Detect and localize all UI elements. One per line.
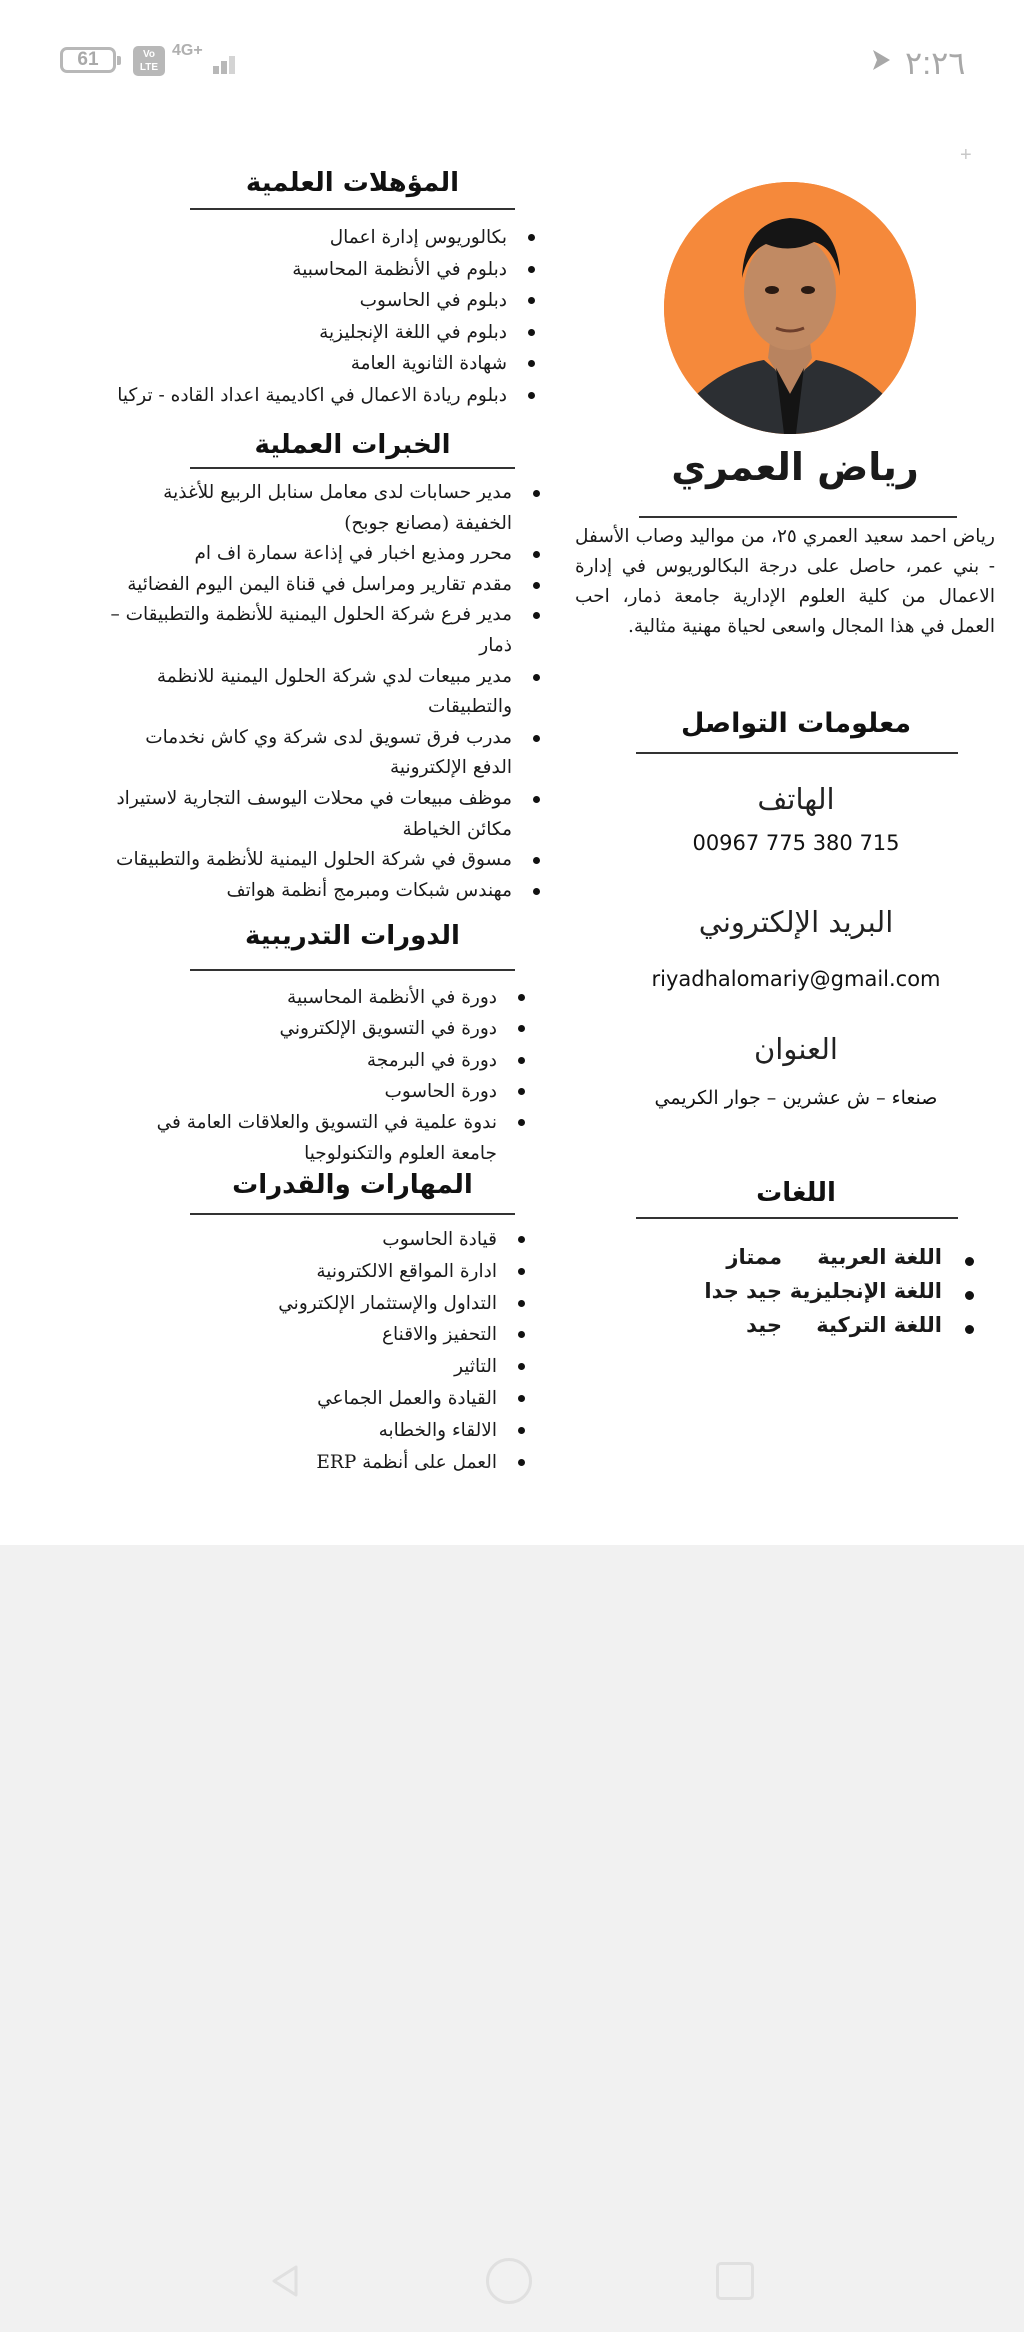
courses-divider (190, 969, 515, 971)
clock: ٢:٢٦ (905, 45, 966, 81)
play-icon (869, 48, 893, 72)
experience-item: مدير حسابات لدى معامل سنابل الربيع للأغذية الخفيفة (مصانع جوبح) (110, 478, 540, 539)
bullet-icon (965, 1291, 974, 1300)
language-name: اللغة التركية (816, 1313, 942, 1337)
language-level: جيد جدا (704, 1279, 782, 1303)
address-label: العنوان (754, 1032, 838, 1066)
skills-title: المهارات والقدرات (232, 1170, 473, 1200)
courses-title: الدورات التدريبية (245, 921, 460, 951)
volte-icon: Vo LTE (133, 46, 165, 76)
experience-title: الخبرات العملية (254, 430, 451, 460)
languages-divider (636, 1217, 958, 1219)
qualifications-divider (190, 208, 515, 210)
bullet-icon (965, 1257, 974, 1266)
skills-list (155, 1224, 525, 1478)
address-value: صنعاء – ش عشرين – جوار الكريمي (654, 1087, 938, 1109)
experience-item: محرر ومذيع اخبار في إذاعة سمارة اف ام (110, 539, 540, 570)
qualifications-title: المؤهلات العلمية (245, 168, 460, 198)
course-item: دورة الحاسوب (155, 1076, 525, 1107)
skill-item: التحفيز والاقناع (155, 1319, 525, 1351)
course-item: ندوة علمية في التسويق والعلاقات العامة في جامعة العلوم والتكنولوجيا (155, 1107, 525, 1170)
resume-page[interactable] (0, 120, 1024, 1545)
languages-title: اللغات (756, 1178, 836, 1208)
network-type: 4G+ (172, 42, 203, 59)
language-level: جيد (746, 1313, 782, 1337)
experience-list (110, 478, 540, 906)
recent-apps-icon[interactable] (716, 2262, 754, 2300)
course-item: دورة في البرمجة (155, 1045, 525, 1076)
person-portrait (664, 182, 916, 434)
skill-item: التداول والإستثمار الإلكتروني (155, 1288, 525, 1320)
courses-list (155, 982, 525, 1170)
battery-icon (60, 47, 116, 73)
course-item: دورة في التسويق الإلكتروني (155, 1013, 525, 1044)
full-name: رياض العمري (671, 445, 919, 489)
home-icon[interactable] (486, 2258, 532, 2304)
language-name: اللغة العربية (817, 1245, 942, 1269)
contact-title: معلومات التواصل (680, 708, 912, 739)
qualification-item: شهادة الثانوية العامة (105, 348, 535, 380)
qualification-item: دبلوم ريادة الاعمال في اكاديمية اعداد القاده - تركيا (105, 380, 535, 412)
language-name: اللغة الإنجليزية (789, 1279, 942, 1303)
bullet-icon (965, 1325, 974, 1334)
language-row (660, 1313, 980, 1347)
skill-item: ادارة المواقع الالكترونية (155, 1256, 525, 1288)
experience-item: مدرب فرق تسويق لدى شركة وي كاش نخدمات الدفع الإلكترونية (110, 723, 540, 784)
skill-item: الالقاء والخطابه (155, 1415, 525, 1447)
language-row (660, 1245, 980, 1279)
experience-item: مدير فرع شركة الحلول اليمنية للأنظمة والتطبيقات – ذمار (110, 600, 540, 661)
language-level: ممتاز (726, 1245, 782, 1269)
battery-level: 61 (77, 49, 99, 70)
profile-photo (664, 182, 916, 434)
experience-divider (190, 467, 515, 469)
contact-divider (636, 752, 958, 754)
bio-paragraph: رياض احمد سعيد العمري ٢٥، من مواليد وصاب الأسفل - بني عمر، حاصل على درجة البكالوريوس في إدارة الاعمال من كلية العلوم الإدارية جامعة ذمار، احب العمل في هذا المجال واسعى لحياة مهنية مثالية. (575, 526, 995, 637)
experience-item: موظف مبيعات في محلات اليوسف التجارية لاستيراد مكائن الخياطة (110, 784, 540, 845)
course-item: دورة في الأنظمة المحاسبية (155, 982, 525, 1013)
qualification-item: دبلوم في اللغة الإنجليزية (105, 317, 535, 349)
skills-divider (190, 1213, 515, 1215)
skill-item: القيادة والعمل الجماعي (155, 1383, 525, 1415)
language-row (660, 1279, 980, 1313)
qualification-item: دبلوم في الأنظمة المحاسبية (105, 254, 535, 286)
experience-item: مسوق في شركة الحلول اليمنية للأنظمة والتطبيقات (110, 845, 540, 876)
skill-item: قيادة الحاسوب (155, 1224, 525, 1256)
navigation-bar (0, 2232, 1024, 2332)
skill-item: العمل على أنظمة ERP (155, 1447, 525, 1479)
email-address[interactable]: riyadhalomariy@gmail.com (651, 967, 941, 991)
phone-label: الهاتف (757, 782, 835, 816)
experience-item: مقدم تقارير ومراسل في قناة اليمن اليوم الفضائية (110, 570, 540, 601)
back-icon[interactable] (266, 2261, 306, 2301)
qualification-item: دبلوم في الحاسوب (105, 285, 535, 317)
experience-item: مهندس شبكات ومبرمج أنظمة هواتف (110, 876, 540, 907)
qualifications-list (105, 222, 535, 412)
experience-item: مدير مبيعات لدي شركة الحلول اليمنية للانظمة والتطبيقات (110, 662, 540, 723)
signal-icon (173, 50, 237, 74)
status-bar (0, 0, 1024, 120)
skill-item: التاثير (155, 1351, 525, 1383)
qualification-item: بكالوريوس إدارة اعمال (105, 222, 535, 254)
plus-icon: + (960, 144, 972, 166)
name-divider (639, 516, 957, 518)
phone-number[interactable]: 00967 775 380 715 (692, 831, 900, 855)
email-label: البريد الإلكتروني (698, 905, 894, 939)
